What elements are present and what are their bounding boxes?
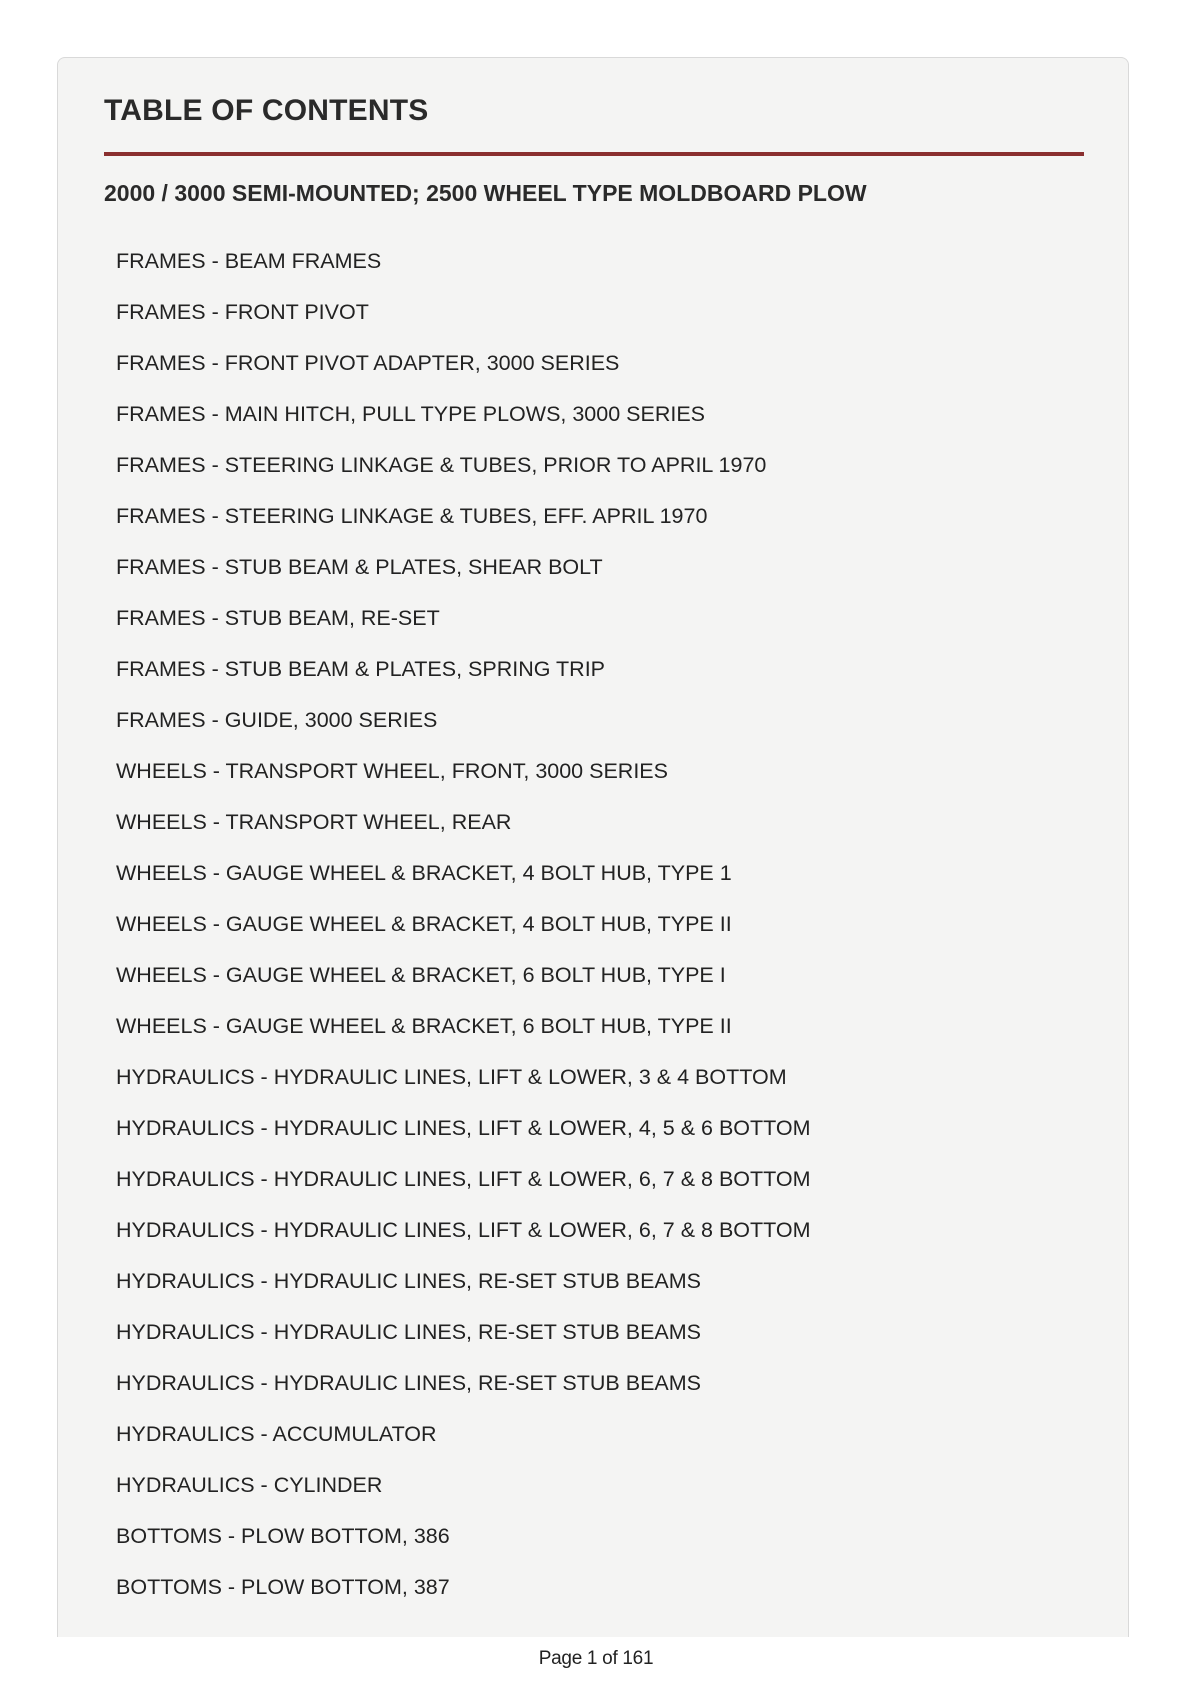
toc-list: [116, 248, 811, 1625]
toc-item[interactable]: WHEELS - GAUGE WHEEL & BRACKET, 6 BOLT HUB, TYPE II: [116, 1014, 732, 1038]
toc-item[interactable]: FRAMES - STEERING LINKAGE & TUBES, EFF. APRIL 1970: [116, 504, 708, 528]
toc-item[interactable]: FRAMES - STEERING LINKAGE & TUBES, PRIOR TO APRIL 1970: [116, 453, 767, 477]
toc-item[interactable]: FRAMES - BEAM FRAMES: [116, 249, 382, 273]
toc-item[interactable]: HYDRAULICS - HYDRAULIC LINES, LIFT & LOWER, 6, 7 & 8 BOTTOM: [116, 1167, 811, 1191]
toc-item[interactable]: BOTTOMS - PLOW BOTTOM, 386: [116, 1524, 450, 1548]
toc-item[interactable]: WHEELS - TRANSPORT WHEEL, REAR: [116, 810, 512, 834]
toc-item[interactable]: FRAMES - STUB BEAM & PLATES, SPRING TRIP: [116, 657, 606, 681]
toc-item[interactable]: FRAMES - FRONT PIVOT: [116, 300, 369, 324]
toc-item[interactable]: WHEELS - GAUGE WHEEL & BRACKET, 4 BOLT HUB, TYPE II: [116, 912, 732, 936]
toc-item[interactable]: FRAMES - STUB BEAM, RE-SET: [116, 606, 440, 630]
page-title: TABLE OF CONTENTS: [104, 94, 429, 127]
toc-item[interactable]: FRAMES - STUB BEAM & PLATES, SHEAR BOLT: [116, 555, 603, 579]
toc-item[interactable]: FRAMES - FRONT PIVOT ADAPTER, 3000 SERIES: [116, 351, 620, 375]
toc-item[interactable]: WHEELS - TRANSPORT WHEEL, FRONT, 3000 SERIES: [116, 759, 668, 783]
toc-item[interactable]: FRAMES - GUIDE, 3000 SERIES: [116, 708, 438, 732]
toc-item[interactable]: WHEELS - GAUGE WHEEL & BRACKET, 4 BOLT HUB, TYPE 1: [116, 861, 732, 885]
toc-item[interactable]: HYDRAULICS - CYLINDER: [116, 1473, 383, 1497]
toc-item[interactable]: HYDRAULICS - HYDRAULIC LINES, LIFT & LOWER, 3 & 4 BOTTOM: [116, 1065, 787, 1089]
toc-item[interactable]: HYDRAULICS - HYDRAULIC LINES, RE-SET STUB BEAMS: [116, 1320, 702, 1344]
toc-item[interactable]: HYDRAULICS - HYDRAULIC LINES, RE-SET STUB BEAMS: [116, 1371, 702, 1395]
toc-item[interactable]: WHEELS - GAUGE WHEEL & BRACKET, 6 BOLT HUB, TYPE I: [116, 963, 726, 987]
toc-item[interactable]: HYDRAULICS - HYDRAULIC LINES, RE-SET STUB BEAMS: [116, 1269, 702, 1293]
section-heading: 2000 / 3000 SEMI-MOUNTED; 2500 WHEEL TYPE MOLDBOARD PLOW: [104, 180, 867, 206]
toc-item[interactable]: BOTTOMS - PLOW BOTTOM, 387: [116, 1575, 450, 1599]
toc-item[interactable]: HYDRAULICS - ACCUMULATOR: [116, 1422, 437, 1446]
toc-item[interactable]: HYDRAULICS - HYDRAULIC LINES, LIFT & LOWER, 4, 5 & 6 BOTTOM: [116, 1116, 811, 1140]
title-divider: [104, 152, 1084, 156]
toc-item[interactable]: FRAMES - MAIN HITCH, PULL TYPE PLOWS, 3000 SERIES: [116, 402, 706, 426]
toc-panel: [57, 57, 1129, 1637]
toc-item[interactable]: HYDRAULICS - HYDRAULIC LINES, LIFT & LOWER, 6, 7 & 8 BOTTOM: [116, 1218, 811, 1242]
page-number: Page 1 of 161: [538, 1648, 654, 1669]
